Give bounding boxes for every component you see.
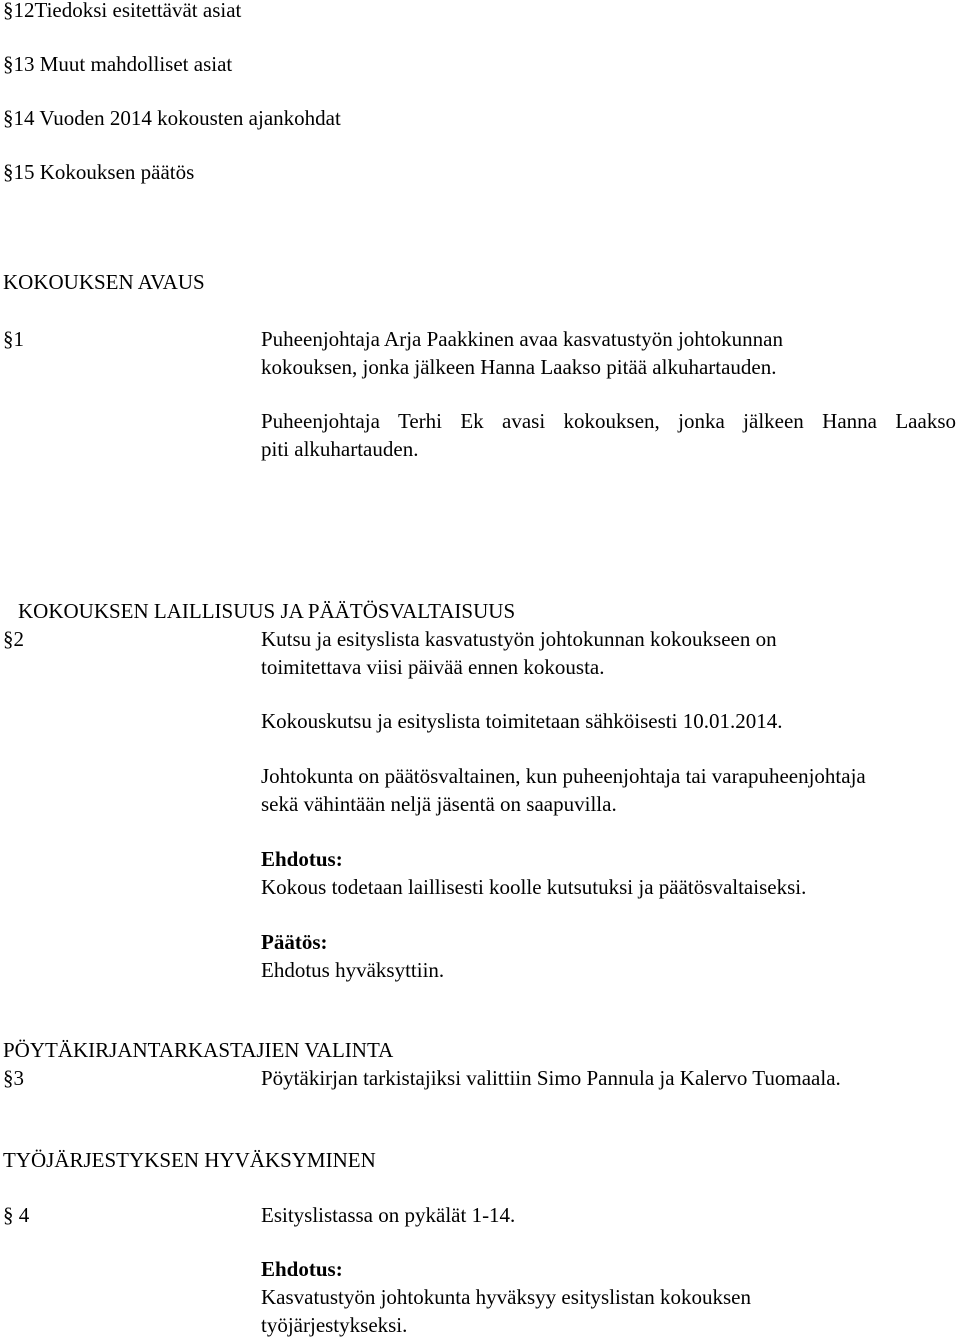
- proposal-label: Ehdotus:: [261, 847, 343, 871]
- decision-text: Ehdotus hyväksyttiin.: [261, 958, 445, 982]
- section-number: §3: [3, 1066, 24, 1090]
- paragraph-line: Puheenjohtaja Arja Paakkinen avaa kasvatustyön johtokunnan: [261, 327, 783, 351]
- agenda-item: [3, 158, 194, 186]
- section-sign: §: [3, 106, 14, 130]
- section-heading: KOKOUKSEN LAILLISUUS JA PÄÄTÖSVALTAISUUS: [18, 599, 516, 623]
- proposal-text: Kokous todetaan laillisesti koolle kutsutuksi ja päätösvaltaiseksi.: [261, 875, 807, 899]
- section-number: § 4: [3, 1203, 30, 1227]
- agenda-item-text: 15 Kokouksen päätös: [13, 160, 195, 184]
- agenda-item: [3, 50, 232, 78]
- agenda-item-text: 13 Muut mahdolliset asiat: [13, 52, 233, 76]
- agenda-item-text: 12Tiedoksi esitettävät asiat: [13, 0, 242, 22]
- decision-label: Päätös:: [261, 930, 328, 954]
- proposal-text: työjärjestykseksi.: [261, 1313, 408, 1337]
- section-heading: PÖYTÄKIRJANTARKASTAJIEN VALINTA: [3, 1038, 394, 1062]
- section-sign: §: [3, 0, 14, 22]
- proposal-text: Kasvatustyön johtokunta hyväksyy esityslistan kokouksen: [261, 1285, 751, 1309]
- agenda-item: [3, 104, 341, 132]
- paragraph-line: toimitettava viisi päivää ennen kokousta.: [261, 655, 605, 679]
- section-sign: §: [3, 160, 14, 184]
- paragraph-line: Puheenjohtaja Terhi Ek avasi kokouksen, jonka jälkeen Hanna Laakso: [261, 409, 956, 433]
- section-heading: TYÖJÄRJESTYKSEN HYVÄKSYMINEN: [3, 1148, 376, 1172]
- section-number: §1: [3, 327, 24, 351]
- paragraph-line: kokouksen, jonka jälkeen Hanna Laakso pitää alkuhartauden.: [261, 355, 777, 379]
- section-number: §2: [3, 627, 24, 651]
- paragraph-line: Kutsu ja esityslista kasvatustyön johtokunnan kokoukseen on: [261, 627, 777, 651]
- section-sign: §: [3, 52, 14, 76]
- proposal-label: Ehdotus:: [261, 1257, 343, 1281]
- paragraph-line: Kokouskutsu ja esityslista toimitetaan sähköisesti 10.01.2014.: [261, 709, 783, 733]
- paragraph-line: Johtokunta on päätösvaltainen, kun puheenjohtaja tai varapuheenjohtaja: [261, 764, 866, 788]
- paragraph-line: piti alkuhartauden.: [261, 437, 419, 461]
- agenda-item-text: 14 Vuoden 2014 kokousten ajankohdat: [13, 106, 341, 130]
- paragraph-line: Pöytäkirjan tarkistajiksi valittiin Simo Pannula ja Kalervo Tuomaala.: [261, 1066, 841, 1090]
- paragraph-line: sekä vähintään neljä jäsentä on saapuvilla.: [261, 792, 617, 816]
- paragraph-line: Esityslistassa on pykälät 1-14.: [261, 1203, 516, 1227]
- section-heading: KOKOUKSEN AVAUS: [3, 270, 205, 294]
- agenda-item: [3, 0, 241, 24]
